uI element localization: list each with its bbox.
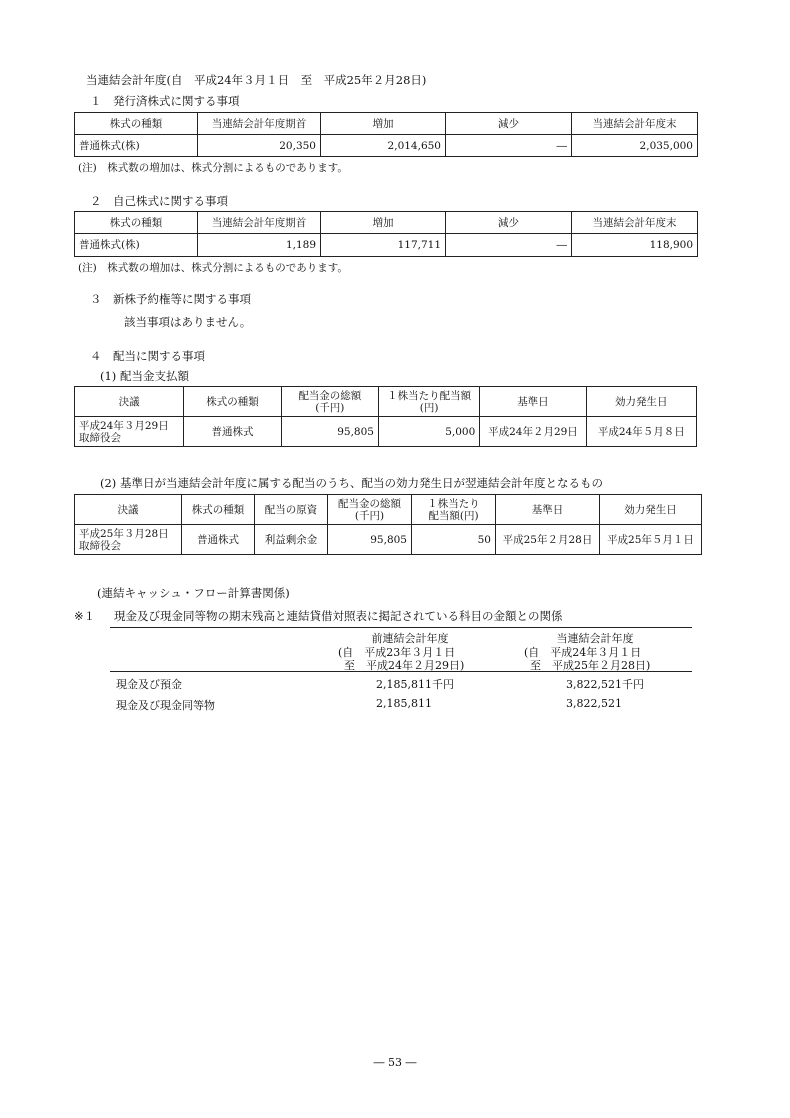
cell-decrease: ― (446, 135, 572, 157)
cash-deposits-prior: 2,185,811千円 (376, 678, 454, 691)
current-year-header: 当連結会計年度 (556, 632, 634, 645)
cash-equivalents-current: 3,822,521 (566, 697, 622, 710)
cell-increase: 2,014,650 (321, 135, 446, 157)
section2-title: ２ 自己株式に関する事項 (90, 194, 228, 208)
cashflow-title: 現金及び現金同等物の期末残高と連結貸借対照表に掲記されている科目の金額との関係 (114, 609, 563, 623)
section4-sub2-title: (2) 基準日が当連結会計年度に属する配当のうち、配当の効力発生日が翌連結会計年度となるもの (100, 476, 603, 490)
header-share-type: 株式の種類 (75, 212, 198, 234)
header-resolution: 決議 (75, 495, 182, 525)
header-resolution: 決議 (75, 387, 184, 417)
header-source: 配当の原資 (255, 495, 328, 525)
cell-resolution: 平成24年３月29日 取締役会 (75, 417, 184, 447)
current-year-to: 至 平成25年２月28日) (530, 659, 651, 672)
dividend-paid-table (74, 386, 697, 447)
header-decrease: 減少 (446, 212, 572, 234)
table-row (75, 234, 698, 257)
section4-sub1-title: (1) 配当金支払額 (100, 369, 189, 383)
cell-beginning: 1,189 (198, 234, 321, 257)
header-end: 当連結会計年度末 (572, 113, 698, 135)
prior-year-from: (自 平成23年３月１日 (338, 646, 456, 659)
table-row (75, 135, 698, 157)
current-year-from: (自 平成24年３月１日 (524, 646, 642, 659)
cell-decrease: ― (446, 234, 572, 257)
cell-share-type: 普通株式(株) (75, 135, 198, 157)
cell-record-date: 平成25年２月28日 (496, 525, 600, 555)
cell-total-dividend: 95,805 (281, 417, 378, 447)
section4-title: ４ 配当に関する事項 (90, 349, 205, 363)
cell-share-type: 普通株式(株) (75, 234, 198, 257)
cashflow-heading: (連結キャッシュ・フロー計算書関係) (97, 586, 290, 600)
cell-share-type: 普通株式 (182, 525, 255, 555)
header-record-date: 基準日 (480, 387, 586, 417)
header-per-share: １株当たり配当額 (円) (378, 387, 479, 417)
period-title: 当連結会計年度(自 平成24年３月１日 至 平成25年２月28日) (86, 73, 427, 87)
header-beginning: 当連結会計年度期首 (198, 212, 321, 234)
cell-total-dividend: 95,805 (328, 525, 412, 555)
prior-year-to: 至 平成24年２月29日) (344, 659, 465, 672)
cash-equivalents-label: 現金及び現金同等物 (116, 699, 215, 712)
table-row (75, 417, 697, 447)
header-decrease: 減少 (446, 113, 572, 135)
prior-year-header: 前連結会計年度 (371, 632, 449, 645)
header-beginning: 当連結会計年度期首 (198, 113, 321, 135)
cell-per-share: 5,000 (378, 417, 479, 447)
table-row (75, 525, 702, 555)
cash-equivalents-prior: 2,185,811 (376, 697, 432, 710)
section1-title: １ 発行済株式に関する事項 (90, 94, 240, 108)
header-end: 当連結会計年度末 (572, 212, 698, 234)
header-total-dividend: 配当金の総額 (千円) (281, 387, 378, 417)
cell-record-date: 平成24年２月29日 (480, 417, 586, 447)
header-effective-date: 効力発生日 (600, 495, 702, 525)
cashflow-mark: ※１ (74, 609, 96, 623)
header-effective-date: 効力発生日 (586, 387, 696, 417)
page-number: ― 53 ― (373, 1056, 417, 1069)
cell-increase: 117,711 (321, 234, 446, 257)
header-total-dividend: 配当金の総額 (千円) (328, 495, 412, 525)
issued-shares-table (74, 112, 698, 157)
header-increase: 増加 (321, 113, 446, 135)
section3-title: ３ 新株予約権等に関する事項 (90, 292, 251, 306)
cell-effective-date: 平成24年５月８日 (586, 417, 696, 447)
cashflow-top-rule (110, 627, 692, 628)
cash-deposits-current: 3,822,521千円 (566, 678, 644, 691)
cell-share-type: 普通株式 (184, 417, 281, 447)
header-per-share: １株当たり 配当額(円) (412, 495, 496, 525)
header-increase: 増加 (321, 212, 446, 234)
cell-end: 2,035,000 (572, 135, 698, 157)
section2-note: (注) 株式数の増加は、株式分割によるものであります。 (78, 262, 348, 274)
header-share-type: 株式の種類 (182, 495, 255, 525)
section1-note: (注) 株式数の増加は、株式分割によるものであります。 (78, 162, 348, 174)
cell-per-share: 50 (412, 525, 496, 555)
cashflow-mid-rule (110, 671, 692, 672)
header-share-type: 株式の種類 (184, 387, 281, 417)
cell-effective-date: 平成25年５月１日 (600, 525, 702, 555)
treasury-shares-table (74, 211, 698, 257)
dividend-next-year-table (74, 494, 702, 555)
cell-source: 利益剰余金 (255, 525, 328, 555)
header-record-date: 基準日 (496, 495, 600, 525)
section3-body: 該当事項はありません。 (124, 315, 252, 329)
cell-beginning: 20,350 (198, 135, 321, 157)
cell-resolution: 平成25年３月28日 取締役会 (75, 525, 182, 555)
cash-deposits-label: 現金及び預金 (116, 678, 182, 691)
header-share-type: 株式の種類 (75, 113, 198, 135)
cell-end: 118,900 (572, 234, 698, 257)
